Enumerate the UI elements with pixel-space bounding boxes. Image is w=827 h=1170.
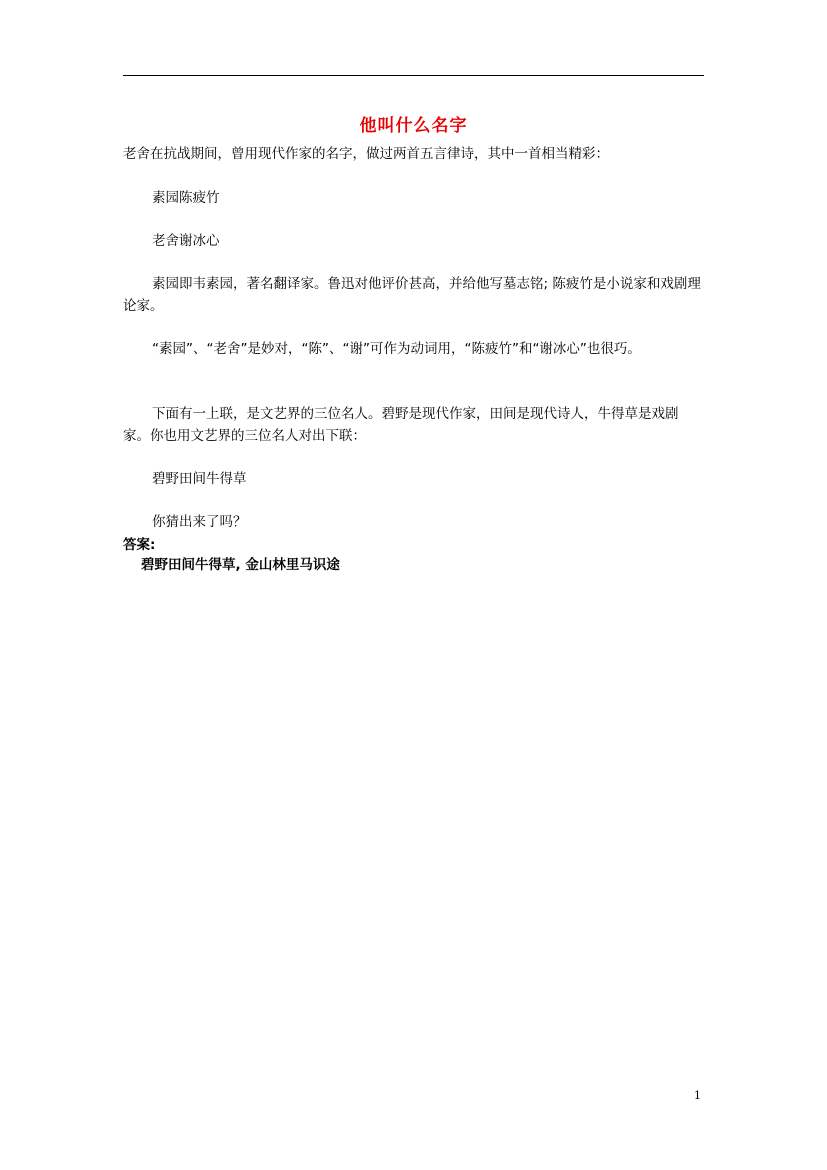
page-title: 他叫什么名字 [359, 116, 468, 136]
upper-couplet-line: 碧野田间牛得草 [152, 471, 247, 487]
answer-label: 答案: [123, 537, 156, 553]
header-rule [123, 75, 704, 76]
couplet-line-1: 素园陈疲竹 [152, 190, 220, 206]
explanation-paragraph-1: 素园即韦素园，著名翻译家。鲁迅对他评价甚高，并给他写墓志铭; 陈疲竹是小说家和戏剧理论家。 [123, 276, 701, 314]
answer-text: 碧野田间牛得草, 金山林里马识途 [141, 557, 340, 573]
intro-paragraph: 老舍在抗战期间，曾用现代作家的名字，做过两首五言律诗，其中一首相当精彩： [123, 146, 609, 162]
challenge-paragraph: 下面有一上联，是文艺界的三位名人。碧野是现代作家，田间是现代诗人，牛得草是戏剧家。你也用文艺界的三位名人对出下联： [123, 406, 679, 444]
explanation-paragraph-2: “素园”、“老舍”是妙对，“陈”、“谢”可作为动词用，“陈疲竹”和“谢冰心”也很巧。 [152, 341, 641, 357]
couplet-line-2: 老舍谢冰心 [152, 233, 220, 249]
question-line: 你猜出来了吗？ [152, 514, 247, 530]
page-number: 1 [694, 1089, 701, 1102]
